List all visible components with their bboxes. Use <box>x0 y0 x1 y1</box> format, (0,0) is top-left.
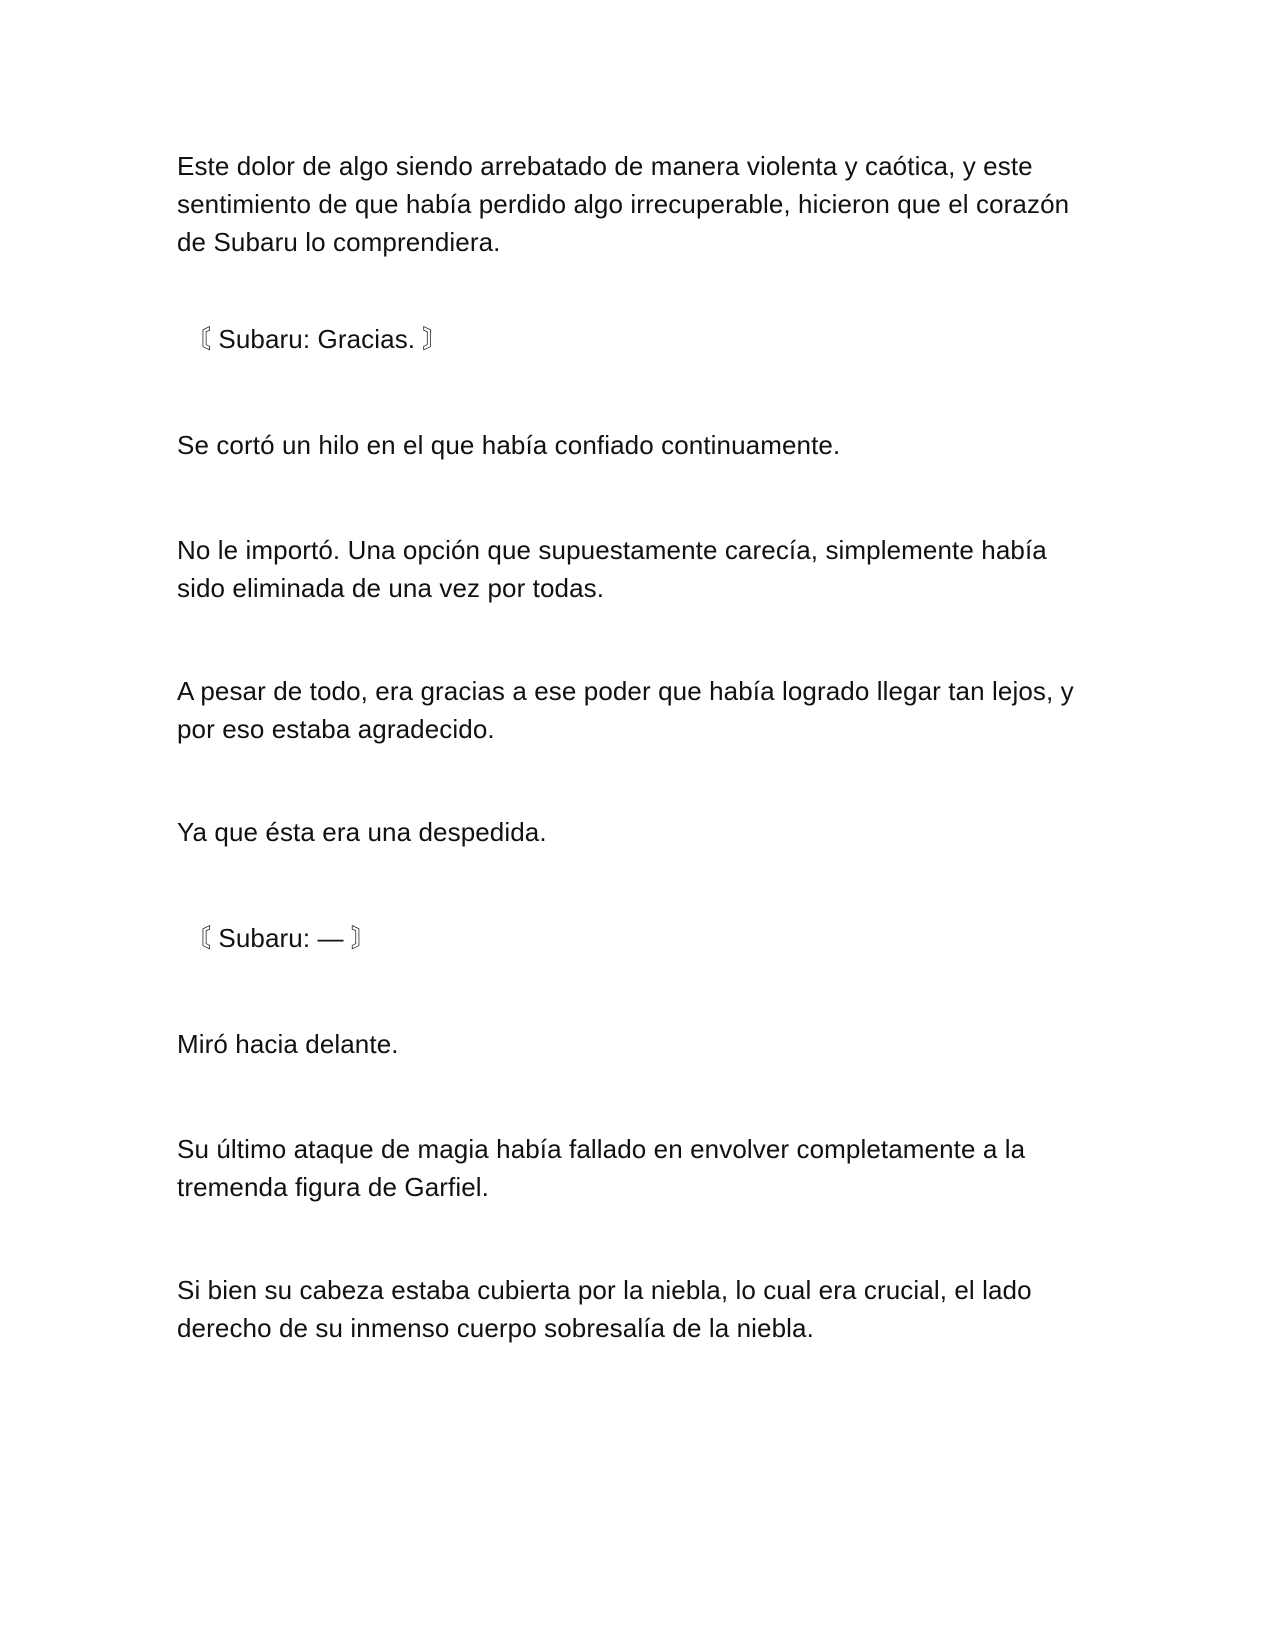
paragraph-4 <box>177 672 1117 748</box>
paragraph-5 <box>177 813 1117 851</box>
paragraph-line: de Subaru lo comprendiera. <box>177 227 501 257</box>
paragraph-line: derecho de su inmenso cuerpo sobresalía de la niebla. <box>177 1313 814 1343</box>
paragraph-7 <box>177 1130 1117 1206</box>
dialogue-subaru-dash <box>185 919 1125 957</box>
paragraph-line: sido eliminada de una vez por todas. <box>177 573 605 603</box>
paragraph-6 <box>177 1025 1117 1063</box>
paragraph-line: Su último ataque de magia había fallado en envolver completamente a la <box>177 1134 1026 1164</box>
paragraph-3 <box>177 531 1117 607</box>
paragraph-line: Ya que ésta era una despedida. <box>177 817 547 847</box>
paragraph-2 <box>177 426 1117 464</box>
dialogue-line: 〘 Subaru: Gracias. 〙 <box>185 324 449 354</box>
paragraph-8 <box>177 1271 1117 1347</box>
dialogue-subaru-gracias <box>185 320 1125 358</box>
paragraph-line: No le importó. Una opción que supuestamente carecía, simplemente había <box>177 535 1047 565</box>
paragraph-line: tremenda figura de Garfiel. <box>177 1172 489 1202</box>
paragraph-line: Se cortó un hilo en el que había confiado continuamente. <box>177 430 841 460</box>
paragraph-line: Miró hacia delante. <box>177 1029 399 1059</box>
paragraph-line: Este dolor de algo siendo arrebatado de manera violenta y caótica, y este <box>177 151 1033 181</box>
dialogue-line: 〘 Subaru: — 〙 <box>185 923 378 953</box>
paragraph-line: por eso estaba agradecido. <box>177 714 495 744</box>
paragraph-line: sentimiento de que había perdido algo irrecuperable, hicieron que el corazón <box>177 189 1070 219</box>
paragraph-line: A pesar de todo, era gracias a ese poder que había logrado llegar tan lejos, y <box>177 676 1074 706</box>
paragraph-1 <box>177 147 1117 261</box>
paragraph-line: Si bien su cabeza estaba cubierta por la niebla, lo cual era crucial, el lado <box>177 1275 1032 1305</box>
